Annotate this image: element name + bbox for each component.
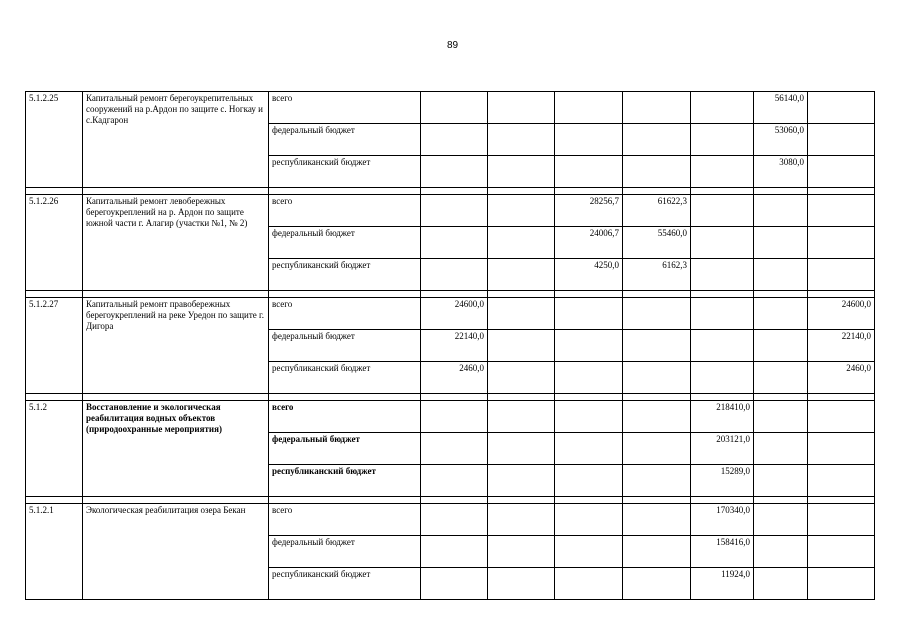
- gap-cell: [421, 291, 488, 298]
- gap-cell: [488, 497, 555, 504]
- amount-cell: [421, 259, 488, 291]
- section-gap: [26, 394, 875, 401]
- amount-cell: [555, 536, 623, 568]
- section-gap: [26, 291, 875, 298]
- amount-cell: [754, 504, 808, 536]
- amount-cell: [623, 568, 691, 600]
- amount-cell: [421, 124, 488, 156]
- gap-cell: [488, 394, 555, 401]
- amount-cell: [421, 401, 488, 433]
- amount-cell: [754, 433, 808, 465]
- amount-cell: [555, 156, 623, 188]
- amount-cell: 4250,0: [555, 259, 623, 291]
- table-row: [26, 92, 875, 124]
- funding-source-label: республиканский бюджет: [269, 156, 421, 188]
- amount-cell: 24006,7: [555, 227, 623, 259]
- section-name: Экологическая реабилитация озера Бекан: [83, 504, 269, 600]
- amount-cell: [754, 401, 808, 433]
- page-number: 89: [446, 40, 459, 51]
- funding-source-label: федеральный бюджет: [269, 330, 421, 362]
- table-row: [26, 401, 875, 433]
- amount-cell: [488, 92, 555, 124]
- amount-cell: [421, 504, 488, 536]
- gap-cell: [691, 291, 754, 298]
- amount-cell: [555, 504, 623, 536]
- section-gap: [26, 188, 875, 195]
- section-code: 5.1.2.1: [26, 504, 83, 600]
- amount-cell: 61622,3: [623, 195, 691, 227]
- amount-cell: [421, 227, 488, 259]
- amount-cell: [808, 124, 875, 156]
- gap-cell: [623, 188, 691, 195]
- gap-cell: [83, 497, 269, 504]
- funding-source-label: республиканский бюджет: [269, 362, 421, 394]
- gap-cell: [26, 497, 83, 504]
- amount-cell: [754, 568, 808, 600]
- section-name: Капитальный ремонт берегоукрепительных сооружений на р.Ардон по защите с. Ногкау и с.Кадгарон: [83, 92, 269, 188]
- amount-cell: 2460,0: [808, 362, 875, 394]
- amount-cell: [691, 298, 754, 330]
- amount-cell: 53060,0: [754, 124, 808, 156]
- amount-cell: [555, 362, 623, 394]
- amount-cell: [754, 259, 808, 291]
- gap-cell: [26, 394, 83, 401]
- gap-cell: [623, 291, 691, 298]
- amount-cell: 6162,3: [623, 259, 691, 291]
- gap-cell: [808, 188, 875, 195]
- amount-cell: 158416,0: [691, 536, 754, 568]
- amount-cell: [623, 156, 691, 188]
- amount-cell: [808, 401, 875, 433]
- amount-cell: [555, 330, 623, 362]
- funding-source-label: федеральный бюджет: [269, 536, 421, 568]
- amount-cell: [691, 259, 754, 291]
- amount-cell: [488, 536, 555, 568]
- amount-cell: [488, 504, 555, 536]
- section-name: Капитальный ремонт левобережных берегоукреплений на р. Ардон по защите южной части г. Алагир (участки №1, № 2): [83, 195, 269, 291]
- funding-source-label: республиканский бюджет: [269, 465, 421, 497]
- amount-cell: [808, 156, 875, 188]
- gap-cell: [421, 497, 488, 504]
- amount-cell: 28256,7: [555, 195, 623, 227]
- amount-cell: [623, 362, 691, 394]
- amount-cell: [623, 504, 691, 536]
- gap-cell: [691, 394, 754, 401]
- amount-cell: [555, 433, 623, 465]
- amount-cell: [691, 156, 754, 188]
- funding-source-label: всего: [269, 298, 421, 330]
- section-code: 5.1.2.25: [26, 92, 83, 188]
- amount-cell: [754, 536, 808, 568]
- amount-cell: [555, 298, 623, 330]
- amount-cell: [488, 259, 555, 291]
- section-name: Восстановление и экологическая реабилитация водных объектов (природоохранные мероприятия): [83, 401, 269, 497]
- amount-cell: [488, 362, 555, 394]
- budget-table: [25, 91, 875, 600]
- amount-cell: [691, 195, 754, 227]
- amount-cell: [691, 227, 754, 259]
- gap-cell: [754, 291, 808, 298]
- funding-source-label: всего: [269, 401, 421, 433]
- gap-cell: [808, 497, 875, 504]
- section-code: 5.1.2.26: [26, 195, 83, 291]
- amount-cell: [623, 92, 691, 124]
- amount-cell: [754, 465, 808, 497]
- section-code: 5.1.2.27: [26, 298, 83, 394]
- funding-source-label: республиканский бюджет: [269, 568, 421, 600]
- amount-cell: [691, 362, 754, 394]
- amount-cell: [488, 465, 555, 497]
- gap-cell: [421, 188, 488, 195]
- amount-cell: [555, 465, 623, 497]
- amount-cell: [555, 124, 623, 156]
- section-gap: [26, 497, 875, 504]
- gap-cell: [488, 291, 555, 298]
- amount-cell: [555, 92, 623, 124]
- table-row: [26, 298, 875, 330]
- gap-cell: [26, 188, 83, 195]
- amount-cell: 22140,0: [808, 330, 875, 362]
- gap-cell: [808, 291, 875, 298]
- amount-cell: [691, 124, 754, 156]
- amount-cell: 203121,0: [691, 433, 754, 465]
- amount-cell: [421, 465, 488, 497]
- amount-cell: 24600,0: [421, 298, 488, 330]
- amount-cell: [808, 227, 875, 259]
- amount-cell: [555, 568, 623, 600]
- amount-cell: [754, 195, 808, 227]
- amount-cell: 22140,0: [421, 330, 488, 362]
- gap-cell: [488, 188, 555, 195]
- amount-cell: [754, 227, 808, 259]
- gap-cell: [269, 188, 421, 195]
- amount-cell: [421, 156, 488, 188]
- gap-cell: [754, 497, 808, 504]
- section-name: Капитальный ремонт правобережных берегоукреплений на реке Уредон по защите г. Дигора: [83, 298, 269, 394]
- section-code: 5.1.2: [26, 401, 83, 497]
- gap-cell: [269, 497, 421, 504]
- amount-cell: [421, 536, 488, 568]
- amount-cell: [421, 568, 488, 600]
- amount-cell: [754, 298, 808, 330]
- amount-cell: [808, 195, 875, 227]
- amount-cell: [691, 92, 754, 124]
- amount-cell: 170340,0: [691, 504, 754, 536]
- amount-cell: [488, 195, 555, 227]
- amount-cell: [488, 227, 555, 259]
- amount-cell: 11924,0: [691, 568, 754, 600]
- amount-cell: [808, 433, 875, 465]
- funding-source-label: федеральный бюджет: [269, 227, 421, 259]
- funding-source-label: всего: [269, 504, 421, 536]
- amount-cell: [808, 568, 875, 600]
- amount-cell: [488, 568, 555, 600]
- amount-cell: [623, 124, 691, 156]
- amount-cell: [555, 401, 623, 433]
- gap-cell: [691, 497, 754, 504]
- amount-cell: 56140,0: [754, 92, 808, 124]
- table-row: [26, 195, 875, 227]
- funding-source-label: федеральный бюджет: [269, 124, 421, 156]
- amount-cell: [808, 259, 875, 291]
- amount-cell: [421, 92, 488, 124]
- gap-cell: [754, 394, 808, 401]
- gap-cell: [269, 291, 421, 298]
- gap-cell: [623, 394, 691, 401]
- gap-cell: [421, 394, 488, 401]
- gap-cell: [808, 394, 875, 401]
- gap-cell: [555, 394, 623, 401]
- amount-cell: [623, 536, 691, 568]
- amount-cell: [808, 536, 875, 568]
- amount-cell: [623, 298, 691, 330]
- funding-source-label: всего: [269, 195, 421, 227]
- amount-cell: [691, 330, 754, 362]
- gap-cell: [691, 188, 754, 195]
- amount-cell: [488, 124, 555, 156]
- gap-cell: [555, 291, 623, 298]
- amount-cell: [488, 298, 555, 330]
- amount-cell: [421, 433, 488, 465]
- gap-cell: [555, 497, 623, 504]
- amount-cell: [808, 504, 875, 536]
- amount-cell: [808, 92, 875, 124]
- amount-cell: 24600,0: [808, 298, 875, 330]
- amount-cell: [754, 330, 808, 362]
- amount-cell: [623, 330, 691, 362]
- table-row: [26, 504, 875, 536]
- amount-cell: [488, 401, 555, 433]
- amount-cell: [808, 465, 875, 497]
- funding-source-label: республиканский бюджет: [269, 259, 421, 291]
- amount-cell: [623, 401, 691, 433]
- gap-cell: [26, 291, 83, 298]
- funding-source-label: всего: [269, 92, 421, 124]
- gap-cell: [269, 394, 421, 401]
- amount-cell: [421, 195, 488, 227]
- amount-cell: [754, 362, 808, 394]
- gap-cell: [83, 394, 269, 401]
- funding-source-label: федеральный бюджет: [269, 433, 421, 465]
- amount-cell: 15289,0: [691, 465, 754, 497]
- gap-cell: [555, 188, 623, 195]
- amount-cell: [488, 330, 555, 362]
- gap-cell: [83, 291, 269, 298]
- gap-cell: [623, 497, 691, 504]
- amount-cell: [623, 465, 691, 497]
- amount-cell: 2460,0: [421, 362, 488, 394]
- amount-cell: [488, 433, 555, 465]
- gap-cell: [83, 188, 269, 195]
- amount-cell: 55460,0: [623, 227, 691, 259]
- amount-cell: 3080,0: [754, 156, 808, 188]
- amount-cell: 218410,0: [691, 401, 754, 433]
- gap-cell: [754, 188, 808, 195]
- amount-cell: [623, 433, 691, 465]
- amount-cell: [488, 156, 555, 188]
